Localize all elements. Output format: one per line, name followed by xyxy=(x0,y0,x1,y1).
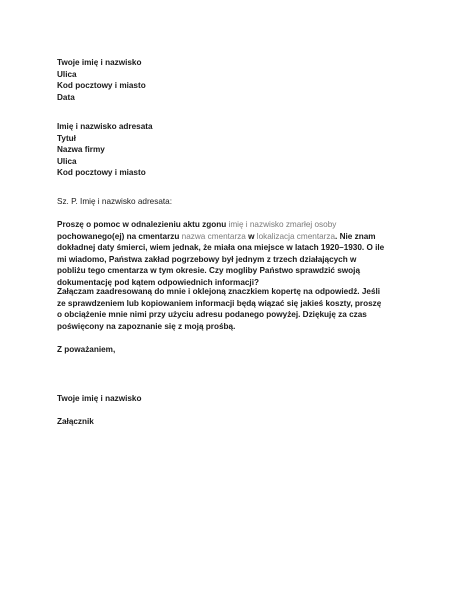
enclosure: Załącznik xyxy=(57,417,94,426)
closing: Z poważaniem, xyxy=(57,345,116,354)
body-paragraph-2 xyxy=(57,286,387,332)
closing-block xyxy=(57,344,387,356)
letter-date: Data xyxy=(57,92,75,102)
sender-street: Ulica xyxy=(57,69,77,79)
placeholder-cemetery-name: nazwa cmentarza xyxy=(181,231,246,241)
body-paragraph-1 xyxy=(57,219,387,289)
p1-text-3: w xyxy=(245,231,257,241)
p1-text-1: Proszę o pomoc w odnalezieniu aktu zgonu xyxy=(57,220,229,229)
recipient-street: Ulica xyxy=(57,156,77,166)
placeholder-deceased-name: imię i nazwisko zmarłej osoby xyxy=(228,220,337,229)
sender-block xyxy=(57,57,387,103)
enclosure-block xyxy=(57,416,387,428)
p2-text: Załączam zaadresowaną do mnie i oklejoną znaczkiem kopertę na odpowiedź. Jeśli ze sprawdzeniem lub kopiowaniem informacji będą wiązać się jakieś koszty, proszę o obciążenie mnie nimi przy użyciu adresu podanego powyżej. Dziękuję za czas poświęcony na zapoznanie się z moją prośbą. xyxy=(57,287,382,331)
recipient-name: Imię i nazwisko adresata xyxy=(57,122,153,131)
sender-name: Twoje imię i nazwisko xyxy=(57,58,142,67)
recipient-title: Tytuł xyxy=(57,133,76,143)
p1-text-2: pochowanego(ej) na cmentarzu xyxy=(57,231,182,241)
p1-text-4: . Nie znam dokładnej daty śmierci, wiem jednak, że miała ona miejsce w latach 1920–1930. O ile mi wiadomo, Państwa zakład pogrzebowy był jednym z trzech działających w pobliżu tego cmentarza w tym okresie. Czy mogliby Państwo sprawdzić swoją dokumentację pod kątem odpowiednich informacji? xyxy=(57,231,385,287)
signature-name: Twoje imię i nazwisko xyxy=(57,394,142,403)
placeholder-cemetery-location: lokalizacja cmentarza xyxy=(256,231,336,241)
salutation-block xyxy=(57,196,387,208)
signature-block xyxy=(57,393,387,405)
sender-postal-city: Kod pocztowy i miasto xyxy=(57,81,146,91)
recipient-company: Nazwa firmy xyxy=(57,145,105,155)
recipient-postal-city: Kod pocztowy i miasto xyxy=(57,168,146,178)
salutation: Sz. P. Imię i nazwisko adresata: xyxy=(57,197,172,206)
recipient-block xyxy=(57,121,387,179)
